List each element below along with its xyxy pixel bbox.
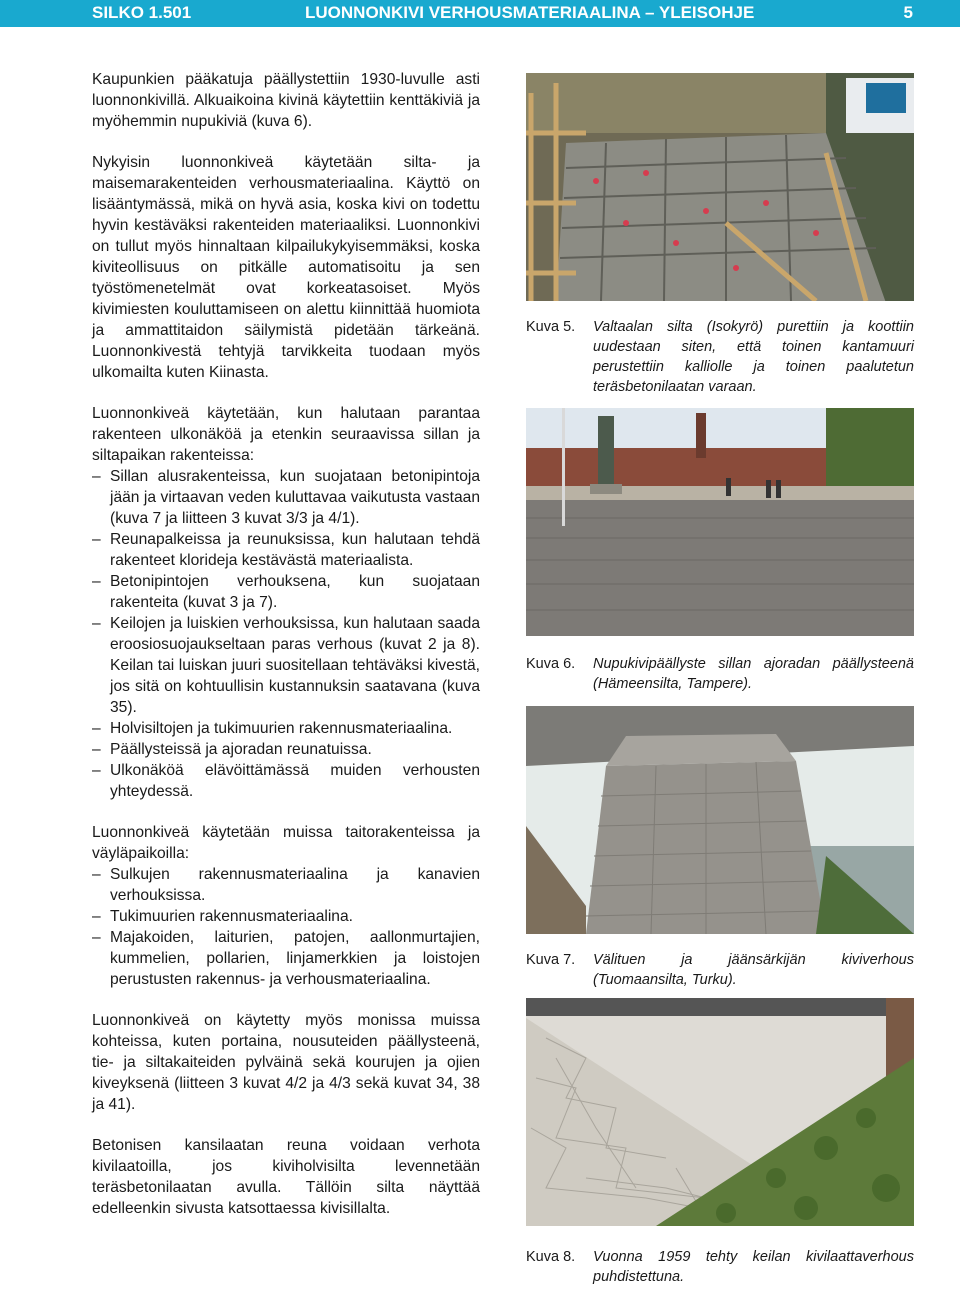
paragraph-current-use: Nykyisin luonnonkiveä käytetään silta- ja maisemarakenteiden verhousmateriaalina. Käyttö on lisääntymässä, mikä on hyvä asia, koska kivi on todettu hyvin kestäväksi rakenteiden materiaaliksi. Luonnonkivi on tullut myös hinnaltaan kilpailukykyisemmäksi, koska kiviteollisuus on pitkälle automatisoitu ja sen työstömenetelmät ovat korkeatasoiset. Myös kivimiesten kouluttamiseen on alettu kiinnittää huomiota ja ammattitaidon säilymistä pidetään tärkeänä. Luonnonkivestä tehtyjä tarvikkeita tuodaan myös ulkomailta kuten Kiinasta.: [92, 154, 480, 381]
photo-valtaala-bridge: [526, 73, 914, 301]
figure-number: Kuva 8.: [526, 1249, 576, 1265]
figure-caption: Valtaalan silta (Isokyrö) purettiin ja koottiin uudestaan siten, että toinen kantamuuri perustettiin kalliolle ja toinen paalutetun teräsbetonilaatan varaan.: [593, 319, 914, 395]
caption-figure-5: [526, 317, 914, 397]
figure-caption: Välituen ja jäänsärkijän kiviverhous (Tuomaansilta, Turku).: [593, 952, 914, 988]
figure-caption: Vuonna 1959 tehty keilan kivilaattaverhous puhdistettuna.: [593, 1249, 914, 1285]
list-item: – Keilojen ja luiskien verhouksissa, kun halutaan saada eroosiosuojaukseltaan paras verhous (kuvat 2 ja 8). Keilan tai luiskan juuri suositellaan tehtäväksi kivestä, jos sitä on kohtuullisin kustannuksin saatavana (kuva 35).: [92, 613, 480, 718]
list-item: – Sulkujen rakennusmateriaalina ja kanavien verhouksissa.: [92, 864, 480, 906]
document-title: LUONNONKIVI VERHOUSMATERIAALINA – YLEISOHJE: [305, 3, 755, 22]
photo-tuomaansilta-pier: [526, 706, 914, 934]
caption-figure-6: [526, 654, 914, 694]
paragraph-other-structures-intro: Luonnonkiveä käytetään muissa taitorakenteissa ja väyläpaikoilla:: [92, 824, 480, 862]
main-text-column: [92, 69, 480, 1239]
paragraph-other-uses: Luonnonkiveä on käytetty myös monissa muissa kohteissa, kuten portaina, nousuteiden päällysteenä, tie- ja siltakaiteiden pylväinä sekä kourujen ja ojien kiveyksenä (liitteen 3 kuvat 4/2 ja 4/3 sekä kuvat 34, 38 ja 41).: [92, 1012, 480, 1113]
other-structures-list: [92, 864, 480, 990]
figure-number: Kuva 6.: [526, 656, 576, 672]
bridge-uses-list: [92, 466, 480, 802]
photo-hameensilta: [526, 408, 914, 636]
page-header: [0, 0, 960, 27]
paragraph-deck-cladding: Betonisen kansilaatan reuna voidaan verhota kivilaatoilla, jos kiviholvisilta levennetään teräsbetonilaatan avulla. Tällöin silta näyttää edelleenkin sivusta katsottaessa kivisillalta.: [92, 1137, 480, 1217]
paragraph-bridge-uses-intro: Luonnonkiveä käytetään, kun halutaan parantaa rakenteen ulkonäköä ja etenkin seuraavissa sillan ja siltapaikan rakenteissa:: [92, 405, 480, 464]
list-item: – Sillan alusrakenteissa, kun suojataan betonipintoja jään ja virtaavan veden kuluttavaa vaikutusta vastaan (kuva 7 ja liitteen 3 kuvat 3/3 ja 4/1).: [92, 466, 480, 529]
figure-number: Kuva 7.: [526, 952, 576, 968]
page-number: 5: [903, 3, 913, 22]
list-item: – Ulkonäköä elävöittämässä muiden verhousten yhteydessä.: [92, 760, 480, 802]
caption-figure-7: [526, 950, 914, 990]
photo-cone-cladding: [526, 998, 914, 1226]
list-item: – Päällysteissä ja ajoradan reunatuissa.: [92, 739, 480, 760]
document-code: SILKO 1.501: [92, 3, 192, 22]
list-item: – Reunapalkeissa ja reunuksissa, kun halutaan tehdä rakenteet klorideja kestävästä materiaalista.: [92, 529, 480, 571]
list-item: – Holvisiltojen ja tukimuurien rakennusmateriaalina.: [92, 718, 480, 739]
paragraph-history: Kaupunkien pääkatuja päällystettiin 1930-luvulle asti luonnonkivillä. Alkuaikoina kivinä käytettiin kenttäkiviä ja myöhemmin nupukiviä (kuva 6).: [92, 71, 480, 130]
caption-figure-8: [526, 1247, 914, 1287]
list-item: – Majakoiden, laiturien, patojen, aallonmurtajien, kummelien, pollarien, linjamerkkien ja loistojen perustusten rakennus- ja verhousmateriaalina.: [92, 927, 480, 990]
list-item: – Tukimuurien rakennusmateriaalina.: [92, 906, 480, 927]
figure-number: Kuva 5.: [526, 319, 576, 335]
list-item: – Betonipintojen verhouksena, kun suojataan rakenteita (kuvat 3 ja 7).: [92, 571, 480, 613]
figure-caption: Nupukivipäällyste sillan ajoradan päällysteenä (Hämeensilta, Tampere).: [593, 656, 914, 692]
